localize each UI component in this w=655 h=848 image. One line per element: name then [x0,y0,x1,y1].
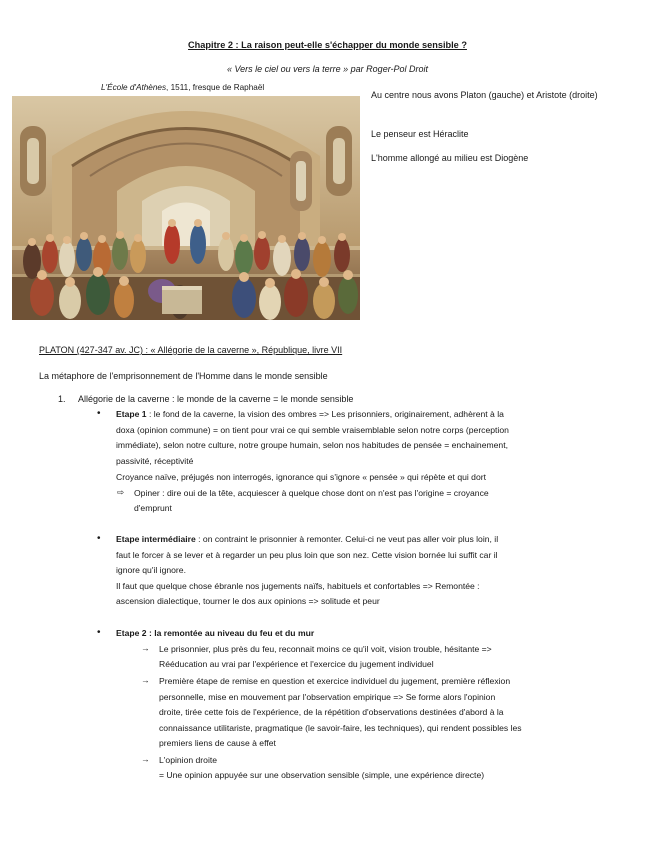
bullet-etape1: • [97,408,101,419]
caption-artwork-title: L'École d'Athènes [101,83,167,92]
etape-inter-line-4: Il faut que quelque chose ébranle nos jugements naïfs, habituels et confortables => Remontée : [116,581,480,591]
bullet-etape2: • [97,627,101,638]
note-heraclitus: Le penseur est Héraclite [371,129,469,139]
etape-inter-line-1-text: : on contraint le prisonnier à remonter. Celui-ci ne veut pas aller voir plus loin, il [195,534,499,544]
etape2-arrow2-line-2: personnelle, mise en mouvement par l'observation empirique => Se forme alors l'opinion [159,692,496,702]
etape1-sub-line-2: d'emprunt [134,503,172,513]
arrow-icon: → [141,643,150,653]
etape2-arrow2-line-1: Première étape de remise en question et exercice individuel du jugement, première réflexion [159,676,511,686]
etape1-line-2: doxa (opinion commune) = on tient pour vrai ce qui semble vraisemblable selon notre corps (perception [116,425,509,435]
figure-caption [101,83,264,92]
list-number: 1. [58,394,66,404]
section-heading: PLATON (427-347 av. JC) : « Allégorie de la caverne », République, livre VII [39,345,343,355]
etape2-arrow2-line-5: premiers liens de cause à effet [159,738,276,748]
etape2-arrow2-line-3: droite, tirée cette fois de l'expérience, de la répétition d'observations destinées d'abord à la [159,707,504,717]
etape-inter-line-5: ascension dialectique, tourner le dos aux opinions => solitude et peur [116,596,380,606]
arrow-icon: → [141,675,150,685]
etape2-label: Etape 2 : la remontée au niveau du feu et du mur [116,628,315,638]
etape2-arrow3-line-2: = Une opinion appuyée sur une observation sensible (simple, une expérience directe) [159,770,485,780]
note-diogenes: L'homme allongé au milieu est Diogène [371,153,529,163]
etape1-line-1 [116,407,616,423]
note-plato-aristotle: Au centre nous avons Platon (gauche) et Aristote (droite) [371,90,598,100]
etape1-line-5: Croyance naïve, préjugés non interrogés, ignorance qui s'ignore « pensée » qui répète et qui dort [116,472,486,482]
etape1-sub-line-1: Opiner : dire oui de la tête, acquiescer à quelque chose dont on n'est pas l'origine = croyance [134,488,489,498]
etape-inter-line-3: ignore qu'il ignore. [116,565,186,575]
bullet-etape-inter: • [97,533,101,544]
etape2-arrow2-line-4: connaissance utilitariste, pragmatique (le savoir-faire, les techniques), qui rendent possibles les [159,723,522,733]
page-title: Chapitre 2 : La raison peut-elle s'échapper du monde sensible ? [188,40,467,50]
etape2-arrow3-line-1: L'opinion droite [159,755,218,765]
section-intro: La métaphore de l'emprisonnement de l'Homme dans le monde sensible [39,371,328,381]
arrow-icon: → [141,754,150,764]
hollow-arrow-icon: ⇨ [117,487,125,497]
caption-details: , 1511, fresque de Raphaël [166,83,265,92]
etape1-line-4: passivité, réceptivité [116,456,194,466]
etape2-arrow1-line-1: Le prisonnier, plus près du feu, reconnait moins ce qu'il voit, vision trouble, hésitante => [159,644,492,654]
page-subtitle: « Vers le ciel ou vers la terre » par Roger-Pol Droit [226,64,429,74]
etape1-line-3: immédiate), selon notre culture, notre groupe humain, selon nos habitudes de pensée = enchainement, [116,440,508,450]
etape2-arrow1-line-2: Rééducation au vrai par l'expérience et l'exercice du jugement individuel [159,659,434,669]
etape-inter-label: Etape intermédiaire [116,534,196,544]
list-item-allegory: Allégorie de la caverne : le monde de la caverne = le monde sensible [78,394,354,404]
etape-inter-line-2: faut le forcer à se lever et à regarder un peu plus loin que son nez. Cette vision bornée lui suffit car il [116,550,498,560]
etape-inter-line-1 [116,532,616,548]
school-of-athens-fresco [12,96,360,320]
etape1-line-1-text: : le fond de la caverne, la vision des ombres => Les prisonniers, originairement, adhèrent à la [146,409,504,419]
etape1-label: Etape 1 [116,409,147,419]
